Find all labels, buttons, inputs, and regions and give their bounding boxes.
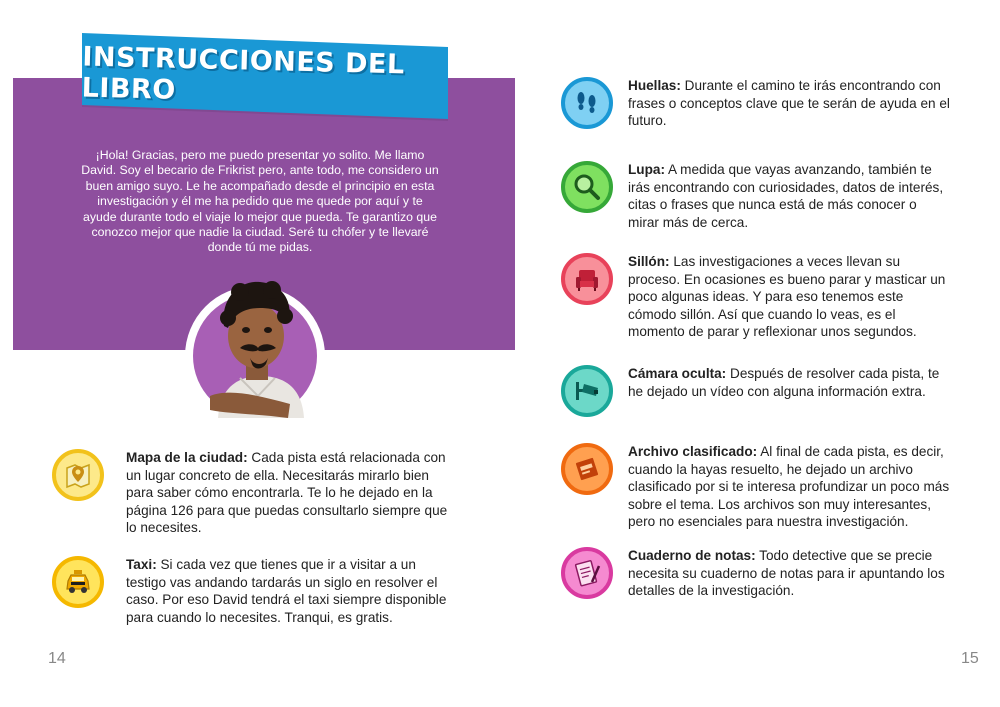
- entry-magnifier: [561, 161, 950, 231]
- entry-taxi-label: Taxi:: [126, 557, 157, 572]
- page-number-left: 14: [48, 650, 66, 667]
- entry-folder: [561, 443, 950, 531]
- entry-taxi-text: Taxi: Si cada vez que tienes que ir a visitar a un testigo vas andando tardarás un siglo en resolver el caso. Por eso David tendrá el taxi siempre disponible para cuando lo necesites. Tranqui, es gratis.: [126, 557, 447, 625]
- notebook-icon: [561, 547, 613, 599]
- entry-map-label: Mapa de la ciudad:: [126, 450, 248, 465]
- entry-footprints-text: Huellas: Durante el camino te irás encontrando con frases o conceptos clave que te serán de ayuda en el futuro.: [628, 78, 950, 129]
- camera-icon: [561, 365, 613, 417]
- page-title: INSTRUCCIONES DEL LIBRO: [81, 41, 406, 106]
- entry-notebook-label: Cuaderno de notas:: [628, 548, 756, 563]
- armchair-icon: [561, 253, 613, 305]
- entry-camera-text: Cámara oculta: Después de resolver cada pista, te he dejado un vídeo con alguna información extra.: [628, 366, 940, 399]
- entry-magnifier-text: Lupa: A medida que vayas avanzando, también te irás encontrando con curiosidades, datos de interés, citas o frases que nunca está de más conocer o mirar más de cerca.: [628, 162, 944, 230]
- entry-armchair: [561, 253, 950, 341]
- entry-map-text: Mapa de la ciudad: Cada pista está relacionada con un lugar concreto de ella. Necesitarás mirarlo bien para saber cómo encontrarla. Te lo he dejado en la página 126 para que puedas consultarlo siempre que lo necesites.: [126, 450, 448, 536]
- entry-armchair-text: Sillón: Las investigaciones a veces llevan su proceso. En ocasiones es bueno parar y masticar un poco algunas ideas. Y para eso tenemos este cómodo sillón. Así que cuando lo veas, es el momento de parar y reflexionar unos segundos.: [628, 254, 946, 340]
- taxi-icon: [52, 556, 104, 608]
- entry-notebook: [561, 547, 950, 600]
- magnifier-icon: [561, 161, 613, 213]
- entry-camera-label: Cámara oculta:: [628, 366, 727, 381]
- entry-folder-text: Archivo clasificado: Al final de cada pista, es decir, cuando la hayas resuelto, he dejado un archivo clasificado por si te interesa profundizar un poco más sobre el tema. Los archivos son muy interesantes, pero no esenciales para nuestra investigación.: [628, 444, 950, 530]
- entry-footprints-label: Huellas:: [628, 78, 681, 93]
- entry-camera: [561, 365, 950, 417]
- folder-icon: [561, 443, 613, 495]
- page-number-right: 15: [961, 650, 979, 667]
- entry-magnifier-label: Lupa:: [628, 162, 665, 177]
- map-icon: [52, 449, 104, 501]
- entry-armchair-label: Sillón:: [628, 254, 670, 269]
- entry-folder-label: Archivo clasificado:: [628, 444, 758, 459]
- entry-taxi: [52, 556, 456, 626]
- entry-map: [52, 449, 456, 537]
- intro-text: ¡Hola! Gracias, pero me puedo presentar yo solito. Me llamo David. Soy el becario de Frikrist pero, ante todo, me considero un buen amigo suyo. Le he acompañado desde el principio en esta investigación y él me ha pedido que me quede por aquí y te ayude durante todo el viaje lo mejor que pueda. Te garantizo que conozco mejor que nadie la ciudad. Seré tu chófer y te llevaré donde tú me pidas.: [81, 148, 439, 255]
- entry-footprints: [561, 77, 950, 130]
- entry-notebook-text: Cuaderno de notas: Todo detective que se precie necesita su cuaderno de notas para ir apuntando los detalles de la investigación.: [628, 548, 945, 599]
- footprints-icon: [561, 77, 613, 129]
- david-avatar: [180, 268, 330, 430]
